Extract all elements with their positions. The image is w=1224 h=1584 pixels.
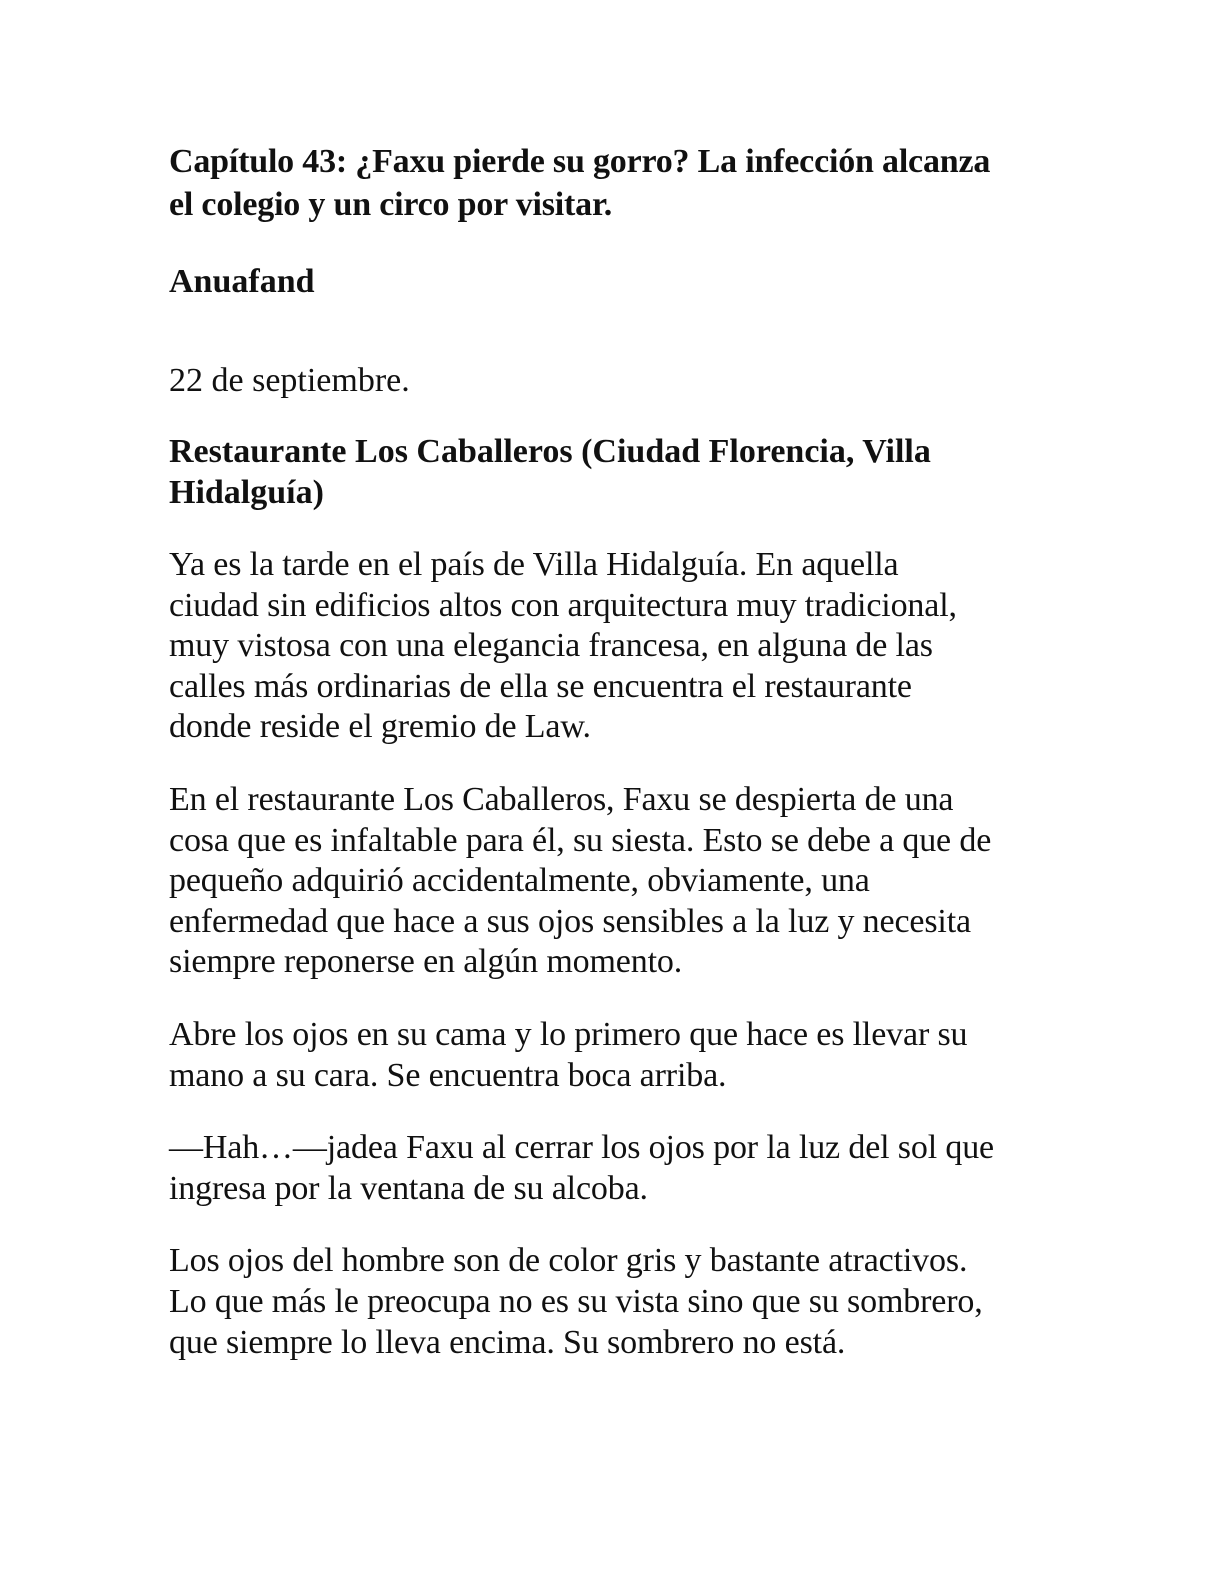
- location-heading-line: Restaurante Los Caballeros (Ciudad Florencia, Villa: [169, 433, 931, 470]
- paragraph-line: cosa que es infaltable para él, su siesta. Esto se debe a que de: [169, 821, 992, 859]
- paragraph-line: Abre los ojos en su cama y lo primero que hace es llevar su: [169, 1015, 968, 1053]
- paragraph-line: ciudad sin edificios altos con arquitectura muy tradicional,: [169, 586, 957, 624]
- paragraph-line: muy vistosa con una elegancia francesa, en alguna de las: [169, 627, 933, 665]
- location-heading: [169, 431, 1059, 513]
- paragraph-line: enfermedad que hace a sus ojos sensibles a la luz y necesita: [169, 902, 971, 940]
- chapter-title: [169, 140, 1059, 226]
- paragraph-line: —Hah…—jadea Faxu al cerrar los ojos por la luz del sol que: [169, 1129, 994, 1167]
- paragraph: [169, 1241, 1059, 1363]
- date-line: 22 de septiembre.: [169, 362, 410, 399]
- paragraph: [169, 1015, 1059, 1096]
- paragraph: [169, 545, 1059, 748]
- paragraph-line: ingresa por la ventana de su alcoba.: [169, 1169, 648, 1207]
- paragraph-line: pequeño adquirió accidentalmente, obviamente, una: [169, 862, 870, 900]
- paragraph-line: Los ojos del hombre son de color gris y bastante atractivos.: [169, 1242, 968, 1280]
- paragraph-line: que siempre lo lleva encima. Su sombrero no está.: [169, 1323, 846, 1361]
- document-page: [169, 140, 1059, 1363]
- paragraph: [169, 780, 1059, 983]
- paragraph-line: Ya es la tarde en el país de Villa Hidalguía. En aquella: [169, 546, 899, 583]
- paragraph-line: mano a su cara. Se encuentra boca arriba.: [169, 1056, 727, 1094]
- paragraph-line: Lo que más le preocupa no es su vista sino que su sombrero,: [169, 1282, 983, 1320]
- paragraph-line: donde reside el gremio de Law.: [169, 708, 591, 746]
- paragraph-line: En el restaurante Los Caballeros, Faxu se despierta de una: [169, 780, 954, 818]
- dialogue-paragraph: [169, 1128, 1059, 1209]
- paragraph-line: siempre reponerse en algún momento.: [169, 943, 683, 981]
- author-name: Anuafand: [169, 263, 315, 300]
- chapter-title-line: el colegio y un circo por visitar.: [169, 186, 613, 223]
- location-heading-line: Hidalguía): [169, 474, 324, 511]
- chapter-title-line: Capítulo 43: ¿Faxu pierde su gorro? La infección alcanza: [169, 143, 991, 180]
- paragraph-line: calles más ordinarias de ella se encuentra el restaurante: [169, 667, 912, 705]
